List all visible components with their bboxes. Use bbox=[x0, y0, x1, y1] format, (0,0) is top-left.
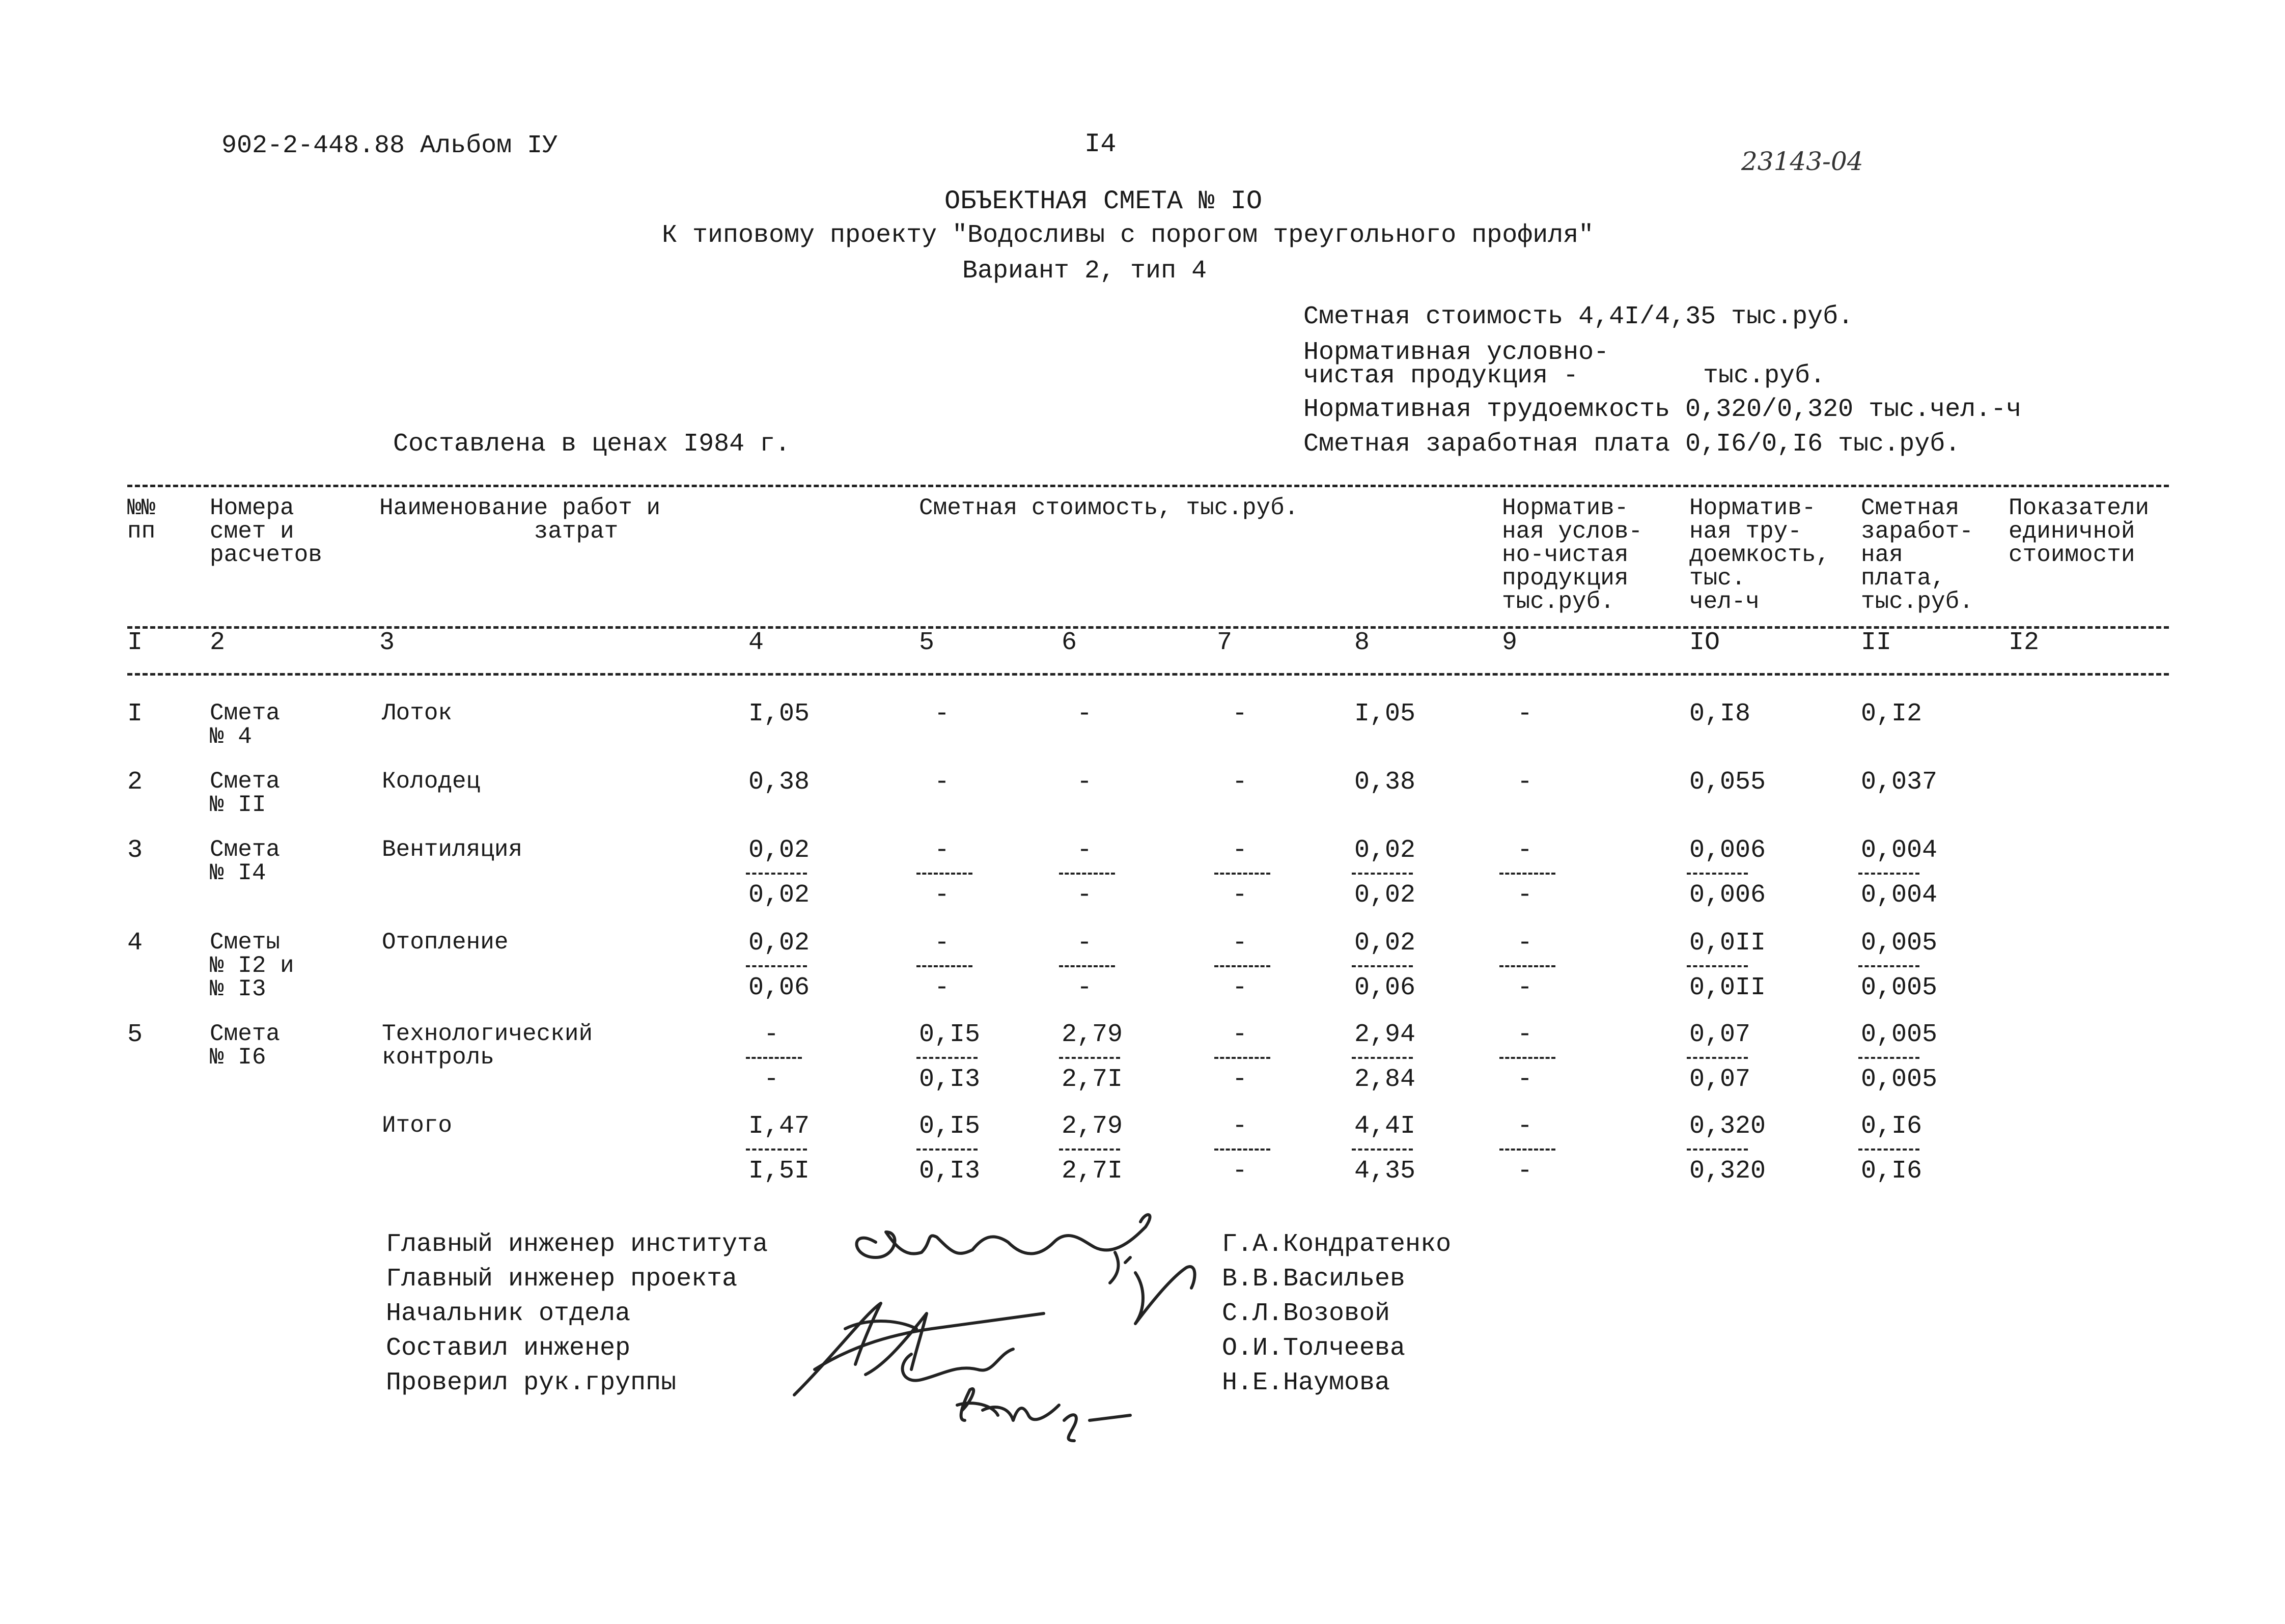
cell-value-alt: 0,02 bbox=[1354, 881, 1416, 910]
row-work-name: Вентиляция bbox=[382, 836, 523, 863]
inventory-number: 23143-04 bbox=[1741, 147, 1863, 176]
cell-value-alt: 2,7I bbox=[1062, 1157, 1123, 1186]
document-code: 902-2-448.88 Альбом IУ bbox=[221, 131, 558, 160]
cell-value: - bbox=[1077, 699, 1093, 729]
document-subtitle: К типовому проекту "Водосливы с порогом треугольного профиля" bbox=[662, 221, 1594, 250]
cell-value-alt: - bbox=[1232, 973, 1248, 1002]
cell-value: 0,I2 bbox=[1861, 699, 1922, 729]
row-work-name: Колодец bbox=[382, 768, 481, 795]
cell-value-alt: 0,320 bbox=[1689, 1157, 1766, 1186]
summary-product-line2: чистая продукция - bbox=[1303, 361, 1579, 390]
cell-value: - bbox=[1232, 929, 1248, 958]
column-number-3: 3 bbox=[379, 628, 395, 657]
cell-value: - bbox=[1517, 699, 1533, 729]
cell-value: 2,94 bbox=[1354, 1020, 1416, 1049]
cell-value: - bbox=[1517, 768, 1533, 797]
header-col-cost: Сметная стоимость, тыс.руб. bbox=[919, 495, 1299, 521]
cell-value-alt: - bbox=[934, 881, 950, 910]
cell-value: 0,38 bbox=[748, 768, 810, 797]
cell-value: - bbox=[1232, 699, 1248, 729]
cell-value: 0,38 bbox=[1354, 768, 1416, 797]
cell-value: - bbox=[1517, 836, 1533, 865]
cell-value-alt: 0,02 bbox=[748, 881, 810, 910]
cell-value: I,05 bbox=[748, 699, 810, 729]
column-number-7: 7 bbox=[1217, 628, 1233, 657]
header-col-work-name: Наименование работ и затрат bbox=[379, 495, 661, 545]
cell-value-alt: - bbox=[764, 1065, 779, 1094]
cell-value-alt: - bbox=[1077, 881, 1093, 910]
cell-value: 0,037 bbox=[1861, 768, 1938, 797]
column-number-12: I2 bbox=[2009, 628, 2040, 657]
column-number-9: 9 bbox=[1502, 628, 1518, 657]
signature-name: С.Л.Возовой bbox=[1222, 1299, 1390, 1328]
row-work-name: Лоток bbox=[382, 700, 453, 726]
document-variant: Вариант 2, тип 4 bbox=[962, 257, 1207, 286]
signature-role: Составил инженер bbox=[386, 1334, 631, 1363]
row-work-name: Технологический контроль bbox=[382, 1021, 593, 1071]
cell-value: 0,I6 bbox=[1861, 1112, 1922, 1141]
summary-wages: Сметная заработная плата 0,I6/0,I6 тыс.руб. bbox=[1303, 430, 1961, 459]
summary-product-unit: тыс.руб. bbox=[1703, 361, 1826, 390]
cell-value: - bbox=[934, 768, 950, 797]
cell-value: 0,I8 bbox=[1689, 699, 1751, 729]
summary-labor: Нормативная трудоемкость 0,320/0,320 тыс.чел.-ч bbox=[1303, 395, 2022, 424]
document-title: ОБЪЕКТНАЯ СМЕТА № IO bbox=[944, 186, 1263, 216]
cell-value: 2,79 bbox=[1062, 1112, 1123, 1141]
row-estimate-ref: Смета № I6 bbox=[210, 1021, 281, 1071]
header-col-unit-cost: Показатели единичной стоимости bbox=[2009, 495, 2150, 568]
cell-value: - bbox=[1077, 929, 1093, 958]
row-estimate-ref: Смета № I4 bbox=[210, 836, 281, 886]
row-estimate-ref: Сметы № I2 и № I3 bbox=[210, 929, 294, 1002]
cell-value: 4,4I bbox=[1354, 1112, 1416, 1141]
header-col-estimate-ref: Номера смет и расчетов bbox=[210, 495, 322, 568]
cell-value: - bbox=[1077, 836, 1093, 865]
row-estimate-ref: Смета № 4 bbox=[210, 700, 281, 750]
header-col-labor: Норматив- ная тру- доемкость, тыс. чел-ч bbox=[1689, 495, 1830, 615]
cell-value: - bbox=[1077, 768, 1093, 797]
row-number: I bbox=[127, 699, 143, 729]
cell-value: 2,79 bbox=[1062, 1020, 1123, 1049]
cell-value: 0,0II bbox=[1689, 929, 1766, 958]
page-number: I4 bbox=[1084, 129, 1117, 159]
column-number-10: IO bbox=[1689, 628, 1720, 657]
cell-value: 0,I5 bbox=[919, 1020, 981, 1049]
cell-value-alt: 0,005 bbox=[1861, 1065, 1938, 1094]
cell-value-alt: 0,I6 bbox=[1861, 1157, 1922, 1186]
signature-role: Начальник отдела bbox=[386, 1299, 631, 1328]
column-number-11: II bbox=[1861, 628, 1892, 657]
cell-value: - bbox=[934, 699, 950, 729]
row-number: 2 bbox=[127, 768, 143, 797]
summary-product-line1: Нормативная условно- bbox=[1303, 338, 1609, 367]
cell-value: - bbox=[1517, 929, 1533, 958]
cell-value-alt: 0,07 bbox=[1689, 1065, 1751, 1094]
signature-name: Н.Е.Наумова bbox=[1222, 1368, 1390, 1397]
cell-value: - bbox=[1232, 1112, 1248, 1141]
column-number-5: 5 bbox=[919, 628, 935, 657]
row-number: 5 bbox=[127, 1020, 143, 1049]
cell-value: 0,07 bbox=[1689, 1020, 1751, 1049]
cell-value-alt: 2,84 bbox=[1354, 1065, 1416, 1094]
cell-value: 0,02 bbox=[748, 836, 810, 865]
cell-value: 0,005 bbox=[1861, 929, 1938, 958]
cell-value-alt: - bbox=[1517, 1157, 1533, 1186]
row-number: 4 bbox=[127, 929, 143, 958]
signature-name: О.И.Толчеева bbox=[1222, 1334, 1406, 1363]
summary-prices: Составлена в ценах I984 г. bbox=[393, 430, 791, 459]
cell-value: - bbox=[1232, 1020, 1248, 1049]
column-number-6: 6 bbox=[1062, 628, 1077, 657]
column-number-2: 2 bbox=[210, 628, 226, 657]
cell-value-alt: 0,06 bbox=[748, 973, 810, 1002]
cell-value-alt: - bbox=[1077, 973, 1093, 1002]
cell-value-alt: 0,06 bbox=[1354, 973, 1416, 1002]
header-col-wages: Сметная заработ- ная плата, тыс.руб. bbox=[1861, 495, 1973, 615]
cell-value: - bbox=[1232, 768, 1248, 797]
cell-value-alt: 0,0II bbox=[1689, 973, 1766, 1002]
column-number-1: I bbox=[127, 628, 143, 657]
cell-value-alt: - bbox=[1232, 1065, 1248, 1094]
signature-name: Г.А.Кондратенко bbox=[1222, 1230, 1452, 1259]
cell-value: - bbox=[1232, 836, 1248, 865]
header-col-number: №№ пп bbox=[127, 495, 156, 545]
cell-value: 0,02 bbox=[1354, 929, 1416, 958]
cell-value: 0,055 bbox=[1689, 768, 1766, 797]
cell-value-alt: - bbox=[1232, 881, 1248, 910]
cell-value: 0,02 bbox=[748, 929, 810, 958]
row-work-name: Итого bbox=[382, 1112, 453, 1139]
column-number-4: 4 bbox=[748, 628, 764, 657]
cell-value-alt: - bbox=[1517, 1065, 1533, 1094]
header-col-net-product: Норматив- ная услов- но-чистая продукция тыс.руб. bbox=[1502, 495, 1643, 615]
cell-value-alt: 2,7I bbox=[1062, 1065, 1123, 1094]
cell-value: 0,I5 bbox=[919, 1112, 981, 1141]
cell-value: - bbox=[1517, 1020, 1533, 1049]
cell-value: 0,02 bbox=[1354, 836, 1416, 865]
row-number: 3 bbox=[127, 836, 143, 865]
cell-value: 0,004 bbox=[1861, 836, 1938, 865]
cell-value: - bbox=[934, 929, 950, 958]
cell-value: I,47 bbox=[748, 1112, 810, 1141]
cell-value: - bbox=[764, 1020, 779, 1049]
summary-cost: Сметная стоимость 4,4I/4,35 тыс.руб. bbox=[1303, 302, 1854, 331]
cell-value-alt: 0,006 bbox=[1689, 881, 1766, 910]
cell-value: - bbox=[1517, 1112, 1533, 1141]
row-work-name: Отопление bbox=[382, 929, 509, 956]
signature-role: Главный инженер проекта bbox=[386, 1265, 738, 1294]
cell-value-alt: 0,I3 bbox=[919, 1065, 981, 1094]
cell-value: I,05 bbox=[1354, 699, 1416, 729]
cell-value-alt: - bbox=[1232, 1157, 1248, 1186]
signature-role: Главный инженер института bbox=[386, 1230, 768, 1259]
cell-value: - bbox=[934, 836, 950, 865]
cell-value-alt: - bbox=[1517, 973, 1533, 1002]
cell-value-alt: - bbox=[1517, 881, 1533, 910]
column-number-8: 8 bbox=[1354, 628, 1370, 657]
cell-value-alt: 0,005 bbox=[1861, 973, 1938, 1002]
cell-value: 0,320 bbox=[1689, 1112, 1766, 1141]
signature-name: В.В.Васильев bbox=[1222, 1265, 1406, 1294]
cell-value-alt: 0,I3 bbox=[919, 1157, 981, 1186]
cell-value: 0,005 bbox=[1861, 1020, 1938, 1049]
cell-value-alt: 0,004 bbox=[1861, 881, 1938, 910]
cell-value-alt: 4,35 bbox=[1354, 1157, 1416, 1186]
cell-value-alt: - bbox=[934, 973, 950, 1002]
cell-value-alt: I,5I bbox=[748, 1157, 810, 1186]
cell-value: 0,006 bbox=[1689, 836, 1766, 865]
row-estimate-ref: Смета № II bbox=[210, 768, 281, 818]
signature-role: Проверил рук.группы bbox=[386, 1368, 677, 1397]
